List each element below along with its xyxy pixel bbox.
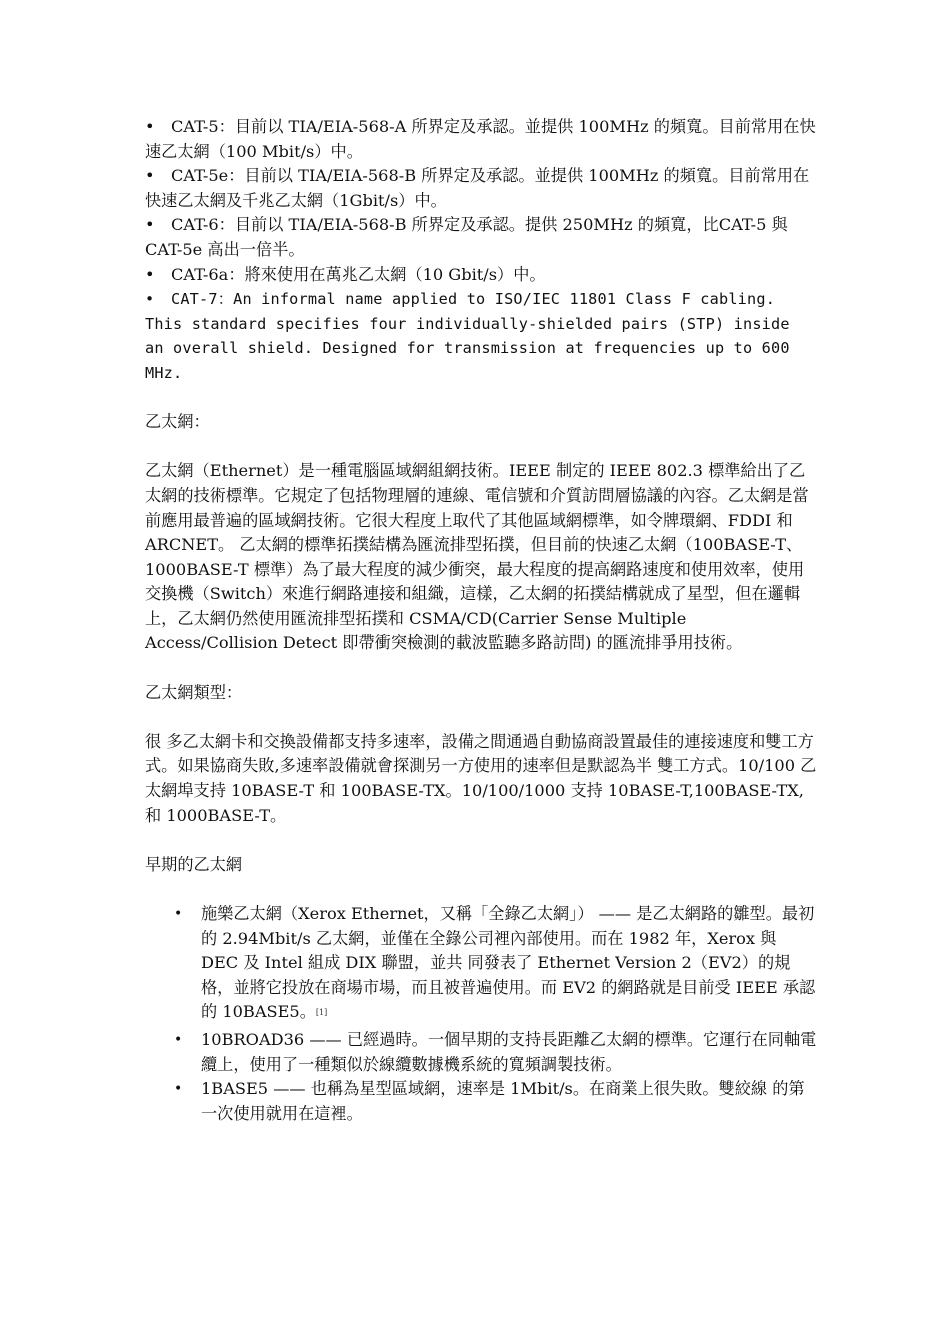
section-heading-ethernet-types: 乙太網類型： [145,682,243,702]
bullet-icon: • [145,166,155,186]
bullet-icon: • [145,215,155,235]
list-item-text: CAT-6a：將來使用在萬兆乙太網（10 Gbit/s）中。 [171,264,546,284]
list-item-text: 10BROAD36 —— 已經過時。一個早期的支持長距離乙太網的標準。它運行在同軸電纜上，使用了一種類似於線纜數據機系統的寬頻調製技術。 [201,1029,817,1074]
section-heading-ethernet: 乙太網： [145,412,210,432]
bullet-icon: • [174,1081,183,1098]
paragraph-ethernet: 乙太網（Ethernet）是一種電腦區域網組網技術。IEEE 制定的 IEEE 802.3 標準給出了乙太網的技術標準。它規定了包括物理層的連線、電信號和介質訪問層協議的內容。乙太網是當前應用最普遍的區域網技術。它很大程度上取代了其他區域網標準，如令牌環網、FDDI 和 ARCNET。 乙太網的標準拓撲結構為匯流排型拓撲，但目前的快速乙太網（100BASE-T、1000BASE-T 標準）為了最大程度的減少衝突，最大程度的提高網路速度和使用效率，使用交換機（Switch）來進行網路連接和組織，這樣，乙太網的拓撲結構就成了星型，但在邏輯上，乙太網仍然使用匯流排型拓撲和 CSMA/CD(Carrier Sense Multiple Access/Collision Detect 即帶衝突檢測的載波監聽多路訪問) 的匯流排爭用技術。 [145,461,809,653]
list-item-cat6a [145,263,817,288]
list-item-10broad36 [174,1028,817,1077]
list-item-text: 1BASE5 —— 也稱為星型區域網，速率是 1Mbit/s。在商業上很失敗。雙絞線 的第一次使用就用在這裡。 [201,1079,805,1123]
list-item-text: CAT-5e：目前以 TIA/EIA-568-B 所界定及承認。並提供 100MHz 的頻寬。目前常用在快速乙太網及千兆乙太網（1Gbit/s）中。 [145,166,810,210]
list-item-cat6 [145,213,817,262]
list-item-xerox-ethernet [174,902,817,1028]
paragraph-ethernet-types: 很 多乙太網卡和交換設備都支持多速率，設備之間通過自動協商設置最佳的連接速度和雙工方式。如果協商失敗,多速率設備就會探測另一方使用的速率但是默認為半 雙工方式。10/100 乙太網埠支持 10BASE-T 和 100BASE-TX。10/100/1000 支持 10BASE-T,100BASE-TX,和 1000BASE-T。 [145,731,817,825]
list-item-cat7 [145,287,817,385]
list-item-cat5e [145,164,817,213]
bullet-icon: • [145,264,155,284]
reference-link[interactable]: [1] [315,1008,328,1018]
bullet-icon: • [145,117,155,136]
bullet-icon: • [174,906,183,922]
list-item-cat5 [145,115,817,164]
list-item-text: CAT-6：目前以 TIA/EIA-568-B 所界定及承認。提供 250MHz 的頻寬，比CAT-5 與 CAT-5e 高出一倍半。 [145,215,788,259]
list-item-text: CAT-5：目前以 TIA/EIA-568-A 所界定及承認。並提供 100MHz 的頻寬。目前常用在快速乙太網（100 Mbit/s）中。 [145,117,816,161]
document-page [145,115,817,1126]
cat-cable-list [145,115,817,386]
early-ethernet-list [145,902,817,1126]
section-heading-early-ethernet: 早期的乙太網 [145,854,243,874]
list-item-text: 施樂乙太網（Xerox Ethernet，又稱「全錄乙太網」） —— 是乙太網路的雛型。最初的 2.94Mbit/s 乙太網，並僅在全錄公司裡內部使用。而在 1982 年，Xerox 與 DEC 及 Intel 組成 DIX 聯盟，並共 同發表了 Ethernet Version 2（EV2）的規格，並將它投放在商場市場，而且被普遍使用。而 EV2 的網路就是目前受 IEEE 承認的 10BASE5。 [201,904,816,1022]
bullet-icon: • [174,1031,183,1048]
bullet-icon: • [145,290,155,309]
list-item-1base5 [174,1077,817,1126]
list-item-text: CAT-7：An informal name applied to ISO/IEC 11801 Class F cabling. This standard specifies four individually-shielded pairs (STP) inside an overall shield. Designed for transmission at frequencies up to 600 MHz. [145,290,790,382]
